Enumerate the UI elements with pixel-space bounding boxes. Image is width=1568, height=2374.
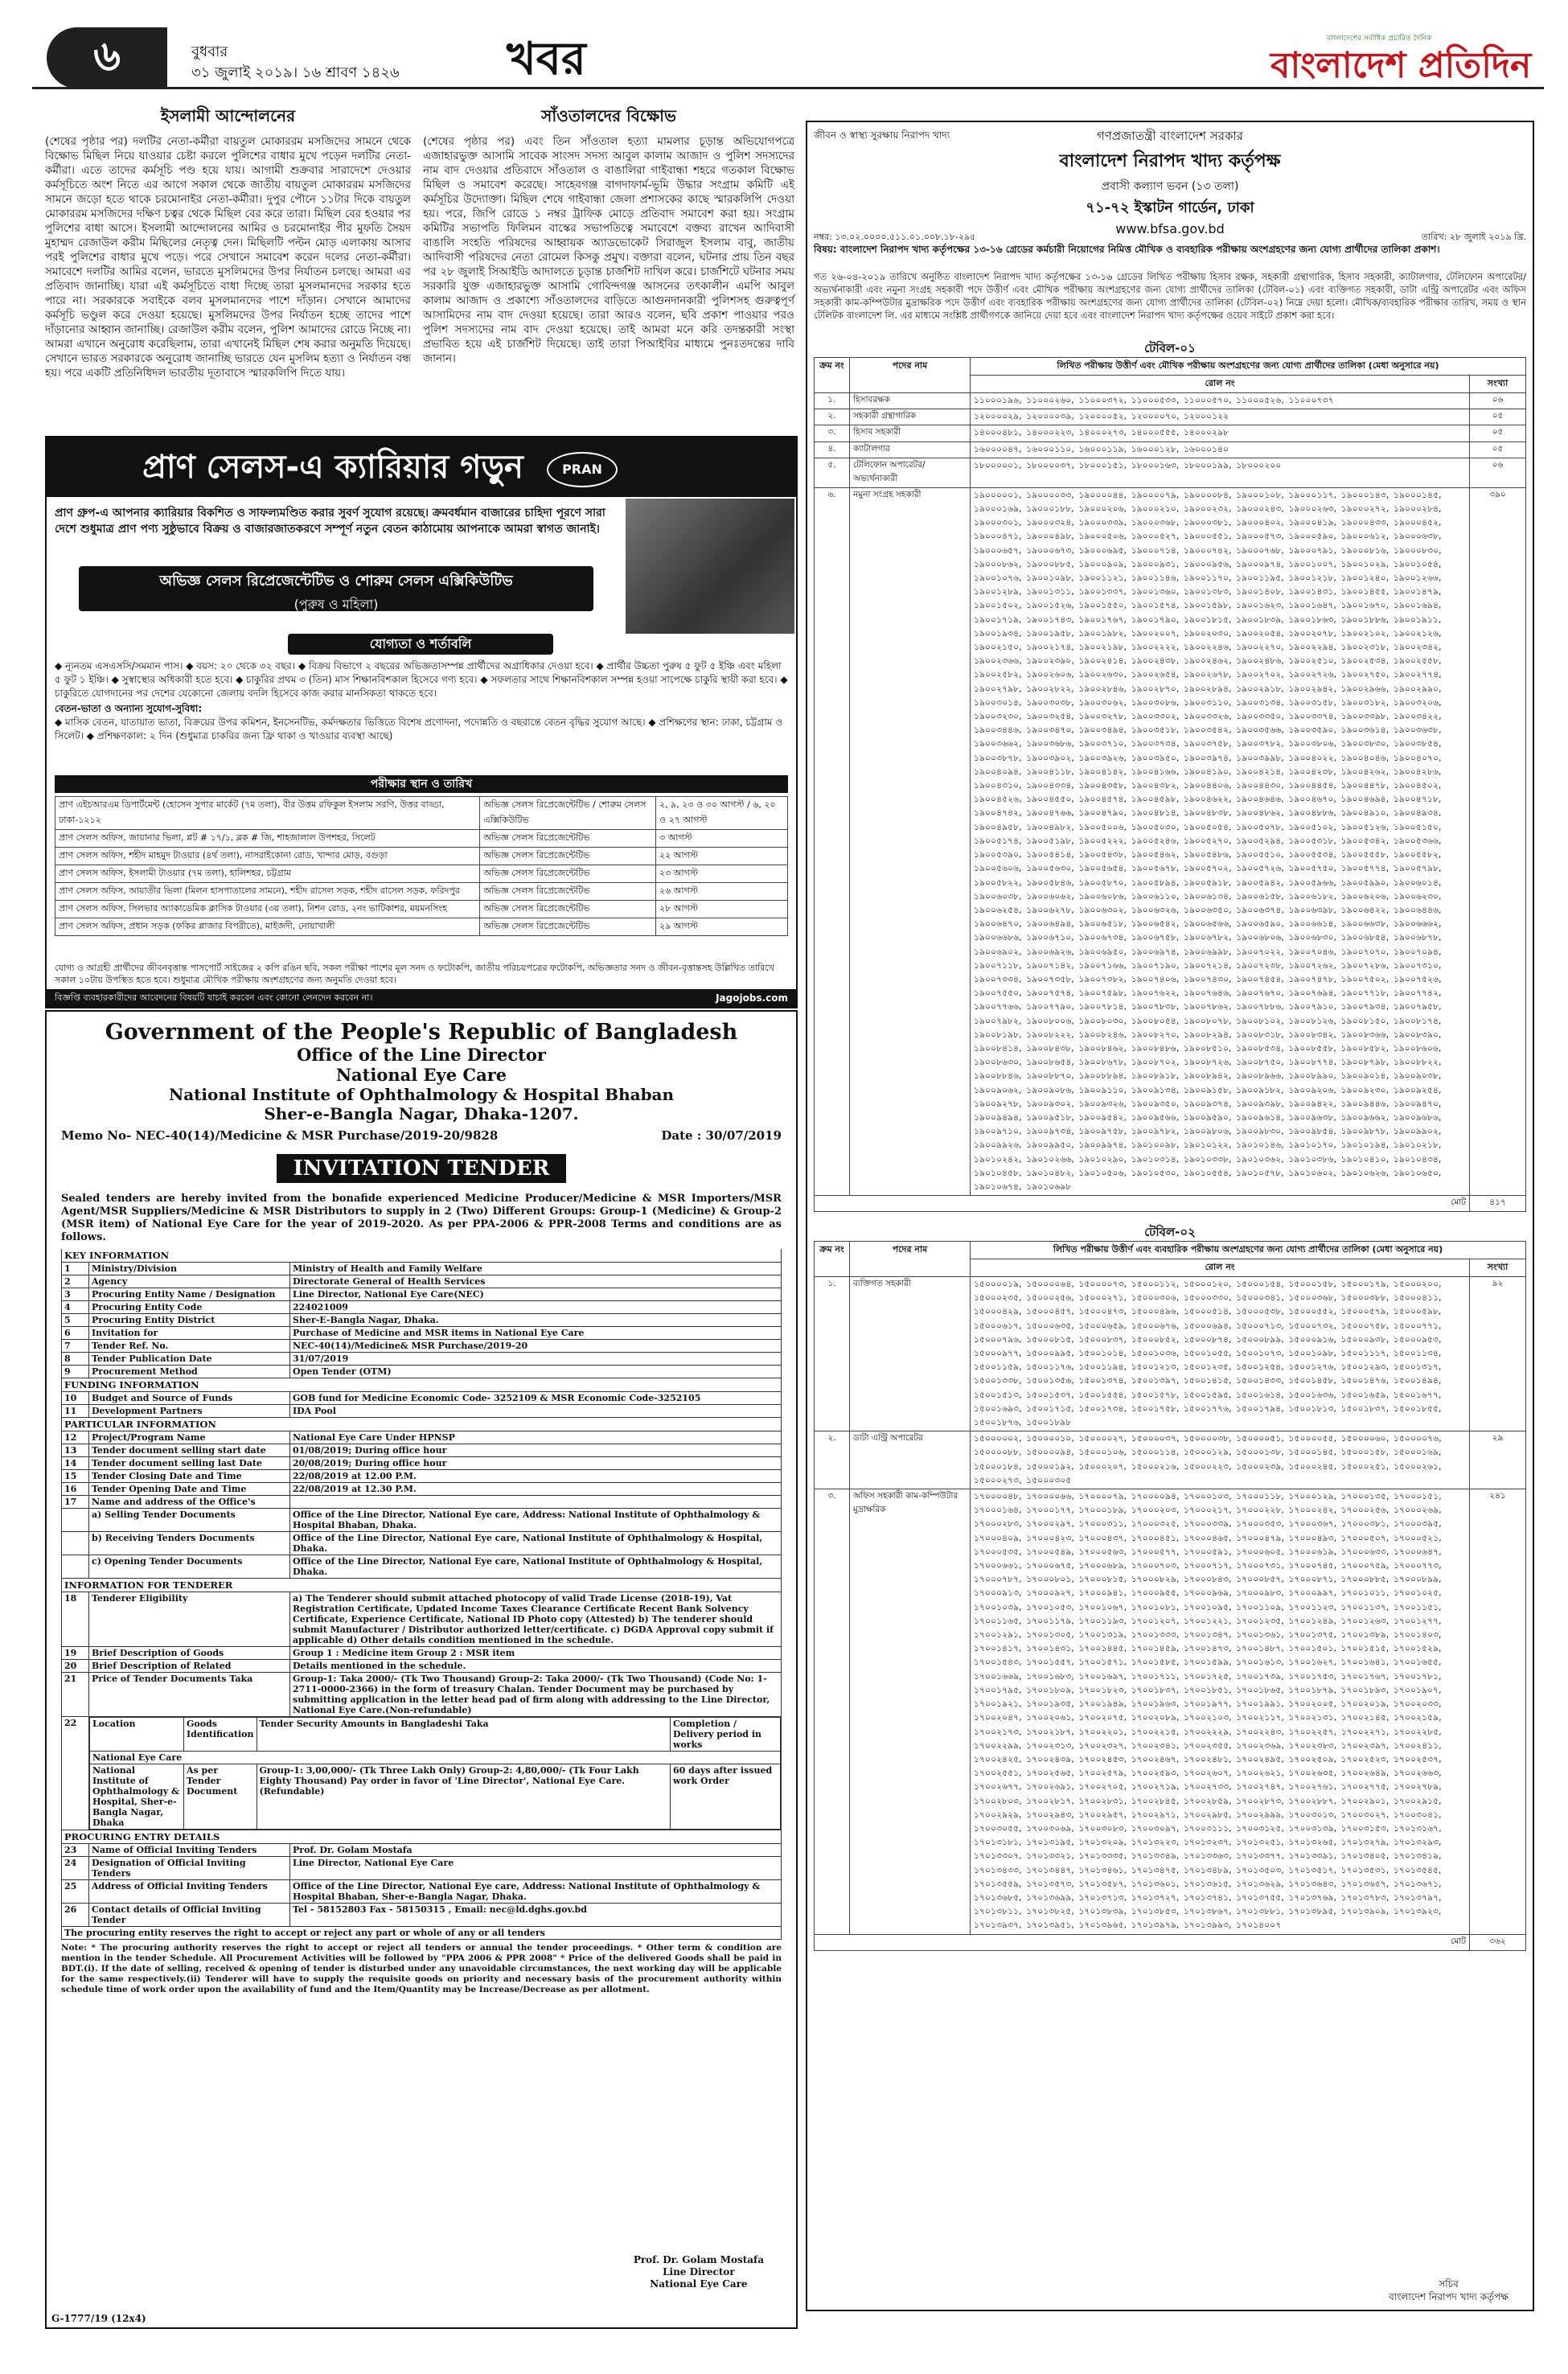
row-no: 4 [62, 1301, 89, 1314]
table2-label: টেবিল-০২ [1144, 1225, 1196, 1239]
row-label: Budget and Source of Funds [89, 1392, 290, 1405]
exam-post: অভিজ্ঞ সেলস রিপ্রেজেন্টেটিভ [480, 883, 656, 901]
notice-memo: নম্বর: ১৩.০২.০০০০.৫১১.০১.০০৮.১৮-২৯৫ [814, 232, 976, 242]
row-label: Tender Ref. No. [89, 1340, 290, 1353]
exam-date: ২৩ আগস্ট [656, 865, 788, 883]
row-no: 15 [62, 1470, 89, 1483]
roll-count: ০৫ [1470, 442, 1526, 458]
row-value [290, 1496, 782, 1509]
exam-post: অভিজ্ঞ সেলস রিপ্রেজেন্টেটিভ [480, 865, 656, 883]
tender-office: Office of the Line Director [297, 1045, 546, 1065]
row-label: Procuring Entity District [89, 1314, 290, 1327]
notice-authority: বাংলাদেশ নিরাপদ খাদ্য কর্তৃপক্ষ [1059, 151, 1281, 171]
roll-count: ২৯ [1469, 1431, 1525, 1489]
table1 [814, 357, 1526, 1212]
exam-table [55, 796, 788, 936]
tender-row [62, 1444, 782, 1457]
roll-count: ০৫ [1470, 425, 1526, 442]
exam-date: ৩ আগস্ট [656, 830, 788, 848]
row-no: 11 [62, 1405, 89, 1418]
exam-place: প্রাণ সেলস অফিস, আয়াতীর ভিলা (মিলন হাসপাতালের সামনে), শহীদ রাসেল সড়ক, শহীদ রাসেল সড়ক, ফরিদপুর [55, 883, 480, 901]
row-value: Line Director, National Eye Care [290, 1857, 782, 1880]
roll-sl: ২. [815, 409, 850, 425]
row-value: 20/08/2019; During office hour [290, 1457, 782, 1470]
tender-row [62, 1857, 782, 1880]
roll-count: ০৬ [1470, 393, 1526, 409]
exam-place: প্রাণ সেলস অফিস, ইসলামী টাওয়ার (৭ম তলা), হালিশহর, চট্টগ্রাম [55, 865, 480, 883]
table1-total: ৪১৭ [1470, 1196, 1526, 1212]
tender-row [62, 1353, 782, 1366]
tender-table [61, 1249, 782, 1940]
row-value: Purchase of Medicine and MSR items in National Eye Care [290, 1327, 782, 1340]
row-label: Tender Publication Date [89, 1353, 290, 1366]
roll-post: ডাটা এন্ট্রি অপারেটর [850, 1431, 971, 1489]
tender-gov: Government of the People's Republic of Bangladesh [105, 1020, 738, 1045]
tender-row [62, 1904, 782, 1927]
page-header [32, 0, 1544, 90]
exam-post: অভিজ্ঞ সেলস রিপ্রেজেন্টেটিভ [480, 901, 656, 918]
sign-org: বাংলাদেশ নিরাপদ খাদ্য কর্তৃপক্ষ [1389, 2291, 1508, 2302]
section-title: PROCURING ENTRY DETAILS [62, 1830, 782, 1844]
bfsa-notice [806, 121, 1534, 2311]
section-row [62, 1579, 782, 1592]
exam-post: অভিজ্ঞ সেলস রিপ্রেজেন্টেটিভ [480, 848, 656, 865]
row-no: 1 [62, 1263, 89, 1275]
roll-row [815, 1431, 1526, 1489]
row-label: Address of Official Inviting Tenders [89, 1880, 290, 1904]
col-count: সংখ্যা [1470, 376, 1526, 393]
exam-place: প্রাণ সেলস অফিস, প্রধান সড়ক (ফকির প্লাজার বিপরীতে), মাইজদী, নোয়াখালী [55, 918, 480, 936]
row-label: Name and address of the Office's [89, 1496, 290, 1509]
roll-post: ক্যাটালগার [850, 442, 971, 458]
exam-post: অভিজ্ঞ সেলস রিপ্রেজেন্টেটিভ [480, 830, 656, 848]
row-no: 5 [62, 1314, 89, 1327]
header-date: ৩১ জুলাই ২০১৯। ১৬ শ্রাবণ ১৪২৬ [191, 64, 400, 81]
row-no [62, 1509, 89, 1532]
roll-count: ০৬ [1470, 458, 1526, 487]
roll-row [815, 425, 1526, 442]
roll-post: সহকারী গ্রন্থাগারিক [850, 409, 971, 425]
row-label: Invitation for [89, 1327, 290, 1340]
tender-row [62, 1301, 782, 1314]
notice-slogan: জীবন ও স্বাস্থ্য সুরক্ষায় নিরাপদ খাদ্য [814, 129, 950, 141]
page-number: ৬ [47, 27, 167, 88]
roll-sl: ৫. [815, 458, 850, 487]
total-label: মোট [815, 1934, 1470, 1950]
row-value: IDA Pool [290, 1405, 782, 1418]
exam-date: ২৯ আগস্ট [656, 918, 788, 936]
benefits-text: ◆ মাসিক বেতন, যাতায়াত ভাতা, বিক্রয়ের উপর কমিশন, ইনসেনটিভ, কর্মদক্ষতার ভিত্তিতে বিশেষ প্রণোদনা, পদোন্নতি ও বছরান্তে বেতন বৃদ্ধির সুযোগ আছে। ◆ প্রশিক্ষণের স্থান: ঢাকা, চট্টগ্রাম ও সিলেট। ◆ প্রশিক্ষণকাল: ২ দিন (শুধুমাত্র চাকরির জন্য ফ্রি থাকা ও খাওয়ার ব্যবস্থা আছে) [55, 717, 783, 741]
exam-post: অভিজ্ঞ সেলস রিপ্রেজেন্টেটিভ / শোরুম সেলস এক্সিকিউটিভ [480, 797, 656, 830]
security-cell [89, 1717, 782, 1830]
tender-title: INVITATION TENDER [277, 1154, 566, 1183]
tender-row [62, 1275, 782, 1288]
ad-intro: প্রাণ গ্রুপ-এ আপনার ক্যারিয়ার বিকশিত ও সাফল্যমণ্ডিত করার সুবর্ণ সুযোগ রয়েছে। ক্রমবর্ধমান বাজারের চাহিদা পূরণে সারা দেশে শুধুমাত্র প্রাণ পণ্য সুষ্ঠুভাবে বিক্রয় ও বাজারজাতকরণে সম্পূর্ণ নতুন বেতন কাঠামোয় আপনাকে আমরা স্বাগত জানাই। [55, 507, 605, 536]
roll-list: ১৯০০০০০১, ১৯০০০০৩৩, ১৯০০০০৪৪, ১৯০০০০৭৯, ১৯০০০০৮৪, ১৯০০০১০৮, ১৯০০০১১৭, ১৯০০০১৪৩, ১৯০০০১৪৫, ১৯০০০১৬৯, ১৯০০০১৮৮, ১৯০০০২০৬, ১৯০০০২১০, ১৯০০০২৩২, ১৯০০০২৪৩, ১৯০০০২৬৩, ১৯০০০২৭২, ১৯০০০২৮৪, ১৯০০০৩০১, ১৯০০০৩২৪, ১৯০০০৩৩৯, ১৯০০০৩৬৮, ১৯০০০৩৮১, ১৯০০০৪০২, ১৯০০০৪১৯, ১৯০০০৪৩৩, ১৯০০০৪৫২, ১৯০০০৪৭১, ১৯০০০৪৯৮, ১৯০০০৫০৬, ১৯০০০৫২৭, ১৯০০০৫৫১, ১৯০০০৫৭৩, ১৯০০০৫৯০, ১৯০০০৬১২, ১৯০০০৬৩৮, ১৯০০০৬৫৭, ১৯০০০৬৭৩, ১৯০০০৬৯৫, ১৯০০০৭১৪, ১৯০০০৭৪২, ১৯০০০৭৬৮, ১৯০০০৭৯১, ১৯০০০৮১৬, ১৯০০০৮৩০, ১৯০০০৮৬২, ১৯০০০৮৮৫, ১৯০০০৯০৯, ১৯০০০৯৩১, ১৯০০০৯৫৬, ১৯০০০৯৭৪, ১৯০০১০০৭, ১৯০০১০২৯, ১৯০০১০৫৪, ১৯০০১০৭৬, ১৯০০১০৯৮, ১৯০০১১২১, ১৯০০১১৪৬, ১৯০০১১৭০, ১৯০০১১৯৫, ১৯০০১২১৮, ১৯০০১২৪০, ১৯০০১২৬৬, ১৯০০১২৮৯, ১৯০০১৩১১, ১৯০০১৩৩৭, ১৯০০১৩৬০, ১৯০০১৩৮৩, ১৯০০১৪০৮, ১৯০০১৪৩১, ১৯০০১৪৫৫, ১৯০০১৪৭৯, ১৯০০১৫০২, ১৯০০১৫২৬, ১৯০০১৫৫০, ১৯০০১৫৭৪, ১৯০০১৫৯৮, ১৯০০১৬২৩, ১৯০০১৬৪৭, ১৯০০১৬৭০, ১৯০০১৬৯৪, ১৯০০১৭১৯, ১৯০০১৭৪৩, ১৯০০১৭৬৭, ১৯০০১৭৯০, ১৯০০১৮১৫, ১৯০০১৮৩৯, ১৯০০১৮৬৩, ১৯০০১৮৮৬, ১৯০০১৯১১, ১৯০০১৯৩৪, ১৯০০১৯৫৮, ১৯০০১৯৮২, ১৯০০২০০৭, ১৯০০২০৩০, ১৯০০২০৫৪, ১৯০০২০৭৮, ১৯০০২১০২, ১৯০০২১২৬, ১৯০০২১৫০, ১৯০০২১৭৪, ১৯০০২১৯৮, ১৯০০২২২২, ১৯০০২২৪৬, ১৯০০২২৭০, ১৯০০২২৯৪, ১৯০০২৩১৮, ১৯০০২৩৪২, ১৯০০২৩৬৬, ১৯০০২৩৯০, ১৯০০২৪১৪, ১৯০০২৪৩৮, ১৯০০২৪৬২, ১৯০০২৪৮৬, ১৯০০২৫১০, ১৯০০২৫৩৪, ১৯০০২৫৫৮, ১৯০০২৫৮২, ১৯০০২৬০৬, ১৯০০২৬৩০, ১৯০০২৬৫৪, ১৯০০২৬৭৮, ১৯০০২৭০২, ১৯০০২৭২৬, ১৯০০২৭৫০, ১৯০০২৭৭৪, ১৯০০২৭৯৮, ১৯০০২৮২২, ১৯০০২৮৪৬, ১৯০০২৮৭০, ১৯০০২৮৯৪, ১৯০০২৯১৮, ১৯০০২৯৪২, ১৯০০২৯৬৬, ১৯০০২৯৯০, ১৯০০৩০১৪, ১৯০০৩০৩৮, ১৯০০৩০৬২, ১৯০০৩০৮৬, ১৯০০৩১১০, ১৯০০৩১৩৪, ১৯০০৩১৫৮, ১৯০০৩১৮২, ১৯০০৩২০৬, ১৯০০৩২৩০, ১৯০০৩২৫৪, ১৯০০৩২৭৮, ১৯০০৩৩০২, ১৯০০৩৩২৬, ১৯০০৩৩৫০, ১৯০০৩৩৭৪, ১৯০০৩৩৯৮, ১৯০০৩৪২২, ১৯০০৩৪৪৬, ১৯০০৩৪৭০, ১৯০০৩৪৯৪, ১৯০০৩৫১৮, ১৯০০৩৫৪২, ১৯০০৩৫৬৬, ১৯০০৩৫৯০, ১৯০০৩৬১৪, ১৯০০৩৬৩৮, ১৯০০৩৬৬২, ১৯০০৩৬৮৬, ১৯০০৩৭১০, ১৯০০৩৭৩৪, ১৯০০৩৭৫৮, ১৯০০৩৭৮২, ১৯০০৩৮০৬, ১৯০০৩৮৩০, ১৯০০৩৮৫৪, ১৯০০৩৮৭৮, ১৯০০৩৯০২, ১৯০০৩৯২৬, ১৯০০৩৯৫০, ১৯০০৩৯৭৪, ১৯০০৩৯৯৮, ১৯০০৪০২২, ১৯০০৪০৪৬, ১৯০০৪০৭০, ১৯০০৪০৯৪, ১৯০০৪১১৮, ১৯০০৪১৪২, ১৯০০৪১৬৬, ১৯০০৪১৯০, ১৯০০৪২১৪, ১৯০০৪২৩৮, ১৯০০৪২৬২, ১৯০০৪২৮৬, ১৯০০৪৩১০, ১৯০০৪৩৩৪, ১৯০০৪৩৫৮, ১৯০০৪৩৮২, ১৯০০৪৪০৬, ১৯০০৪৪৩০, ১৯০০৪৪৫৪, ১৯০০৪৪৭৮, ১৯০০৪৫০২, ১৯০০৪৫২৬, ১৯০০৪৫৫০, ১৯০০৪৫৭৪, ১৯০০৪৫৯৮, ১৯০০৪৬২২, ১৯০০৪৬৪৬, ১৯০০৪৬৭০, ১৯০০৪৬৯৪, ১৯০০৪৭১৮, ১৯০০৪৭৪২, ১৯০০৪৭৬৬, ১৯০০৪৭৯০, ১৯০০৪৮১৪, ১৯০০৪৮৩৮, ১৯০০৪৮৬২, ১৯০০৪৮৮৬, ১৯০০৪৯১০, ১৯০০৪৯৩৪, ১৯০০৪৯৫৮, ১৯০০৪৯৮২, ১৯০০৫০০৬, ১৯০০৫০৩০, ১৯০০৫০৫৪, ১৯০০৫০৭৮, ১৯০০৫১০২, ১৯০০৫১২৬, ১৯০০৫১৫০, ১৯০০৫১৭৪, ১৯০০৫১৯৮, ১৯০০৫২২২, ১৯০০৫২৪৬, ১৯০০৫২৭০, ১৯০০৫২৯৪, ১৯০০৫৩১৮, ১৯০০৫৩৪২, ১৯০০৫৩৬৬, ১৯০০৫৩৯০, ১৯০০৫৪১৪, ১৯০০৫৪৩৮, ১৯০০৫৪৬২, ১৯০০৫৪৮৬, ১৯০০৫৫১০, ১৯০০৫৫৩৪, ১৯০০৫৫৫৮, ১৯০০৫৫৮২, ১৯০০৫৬০৬, ১৯০০৫৬৩০, ১৯০০৫৬৫৪, ১৯০০৫৬৭৮, ১৯০০৫৭০২, ১৯০০৫৭২৬, ১৯০০৫৭৫০, ১৯০০৫৭৭৪, ১৯০০৫৭৯৮, ১৯০০৫৮২২, ১৯০০৫৮৪৬, ১৯০০৫৮৭০, ১৯০০৫৮৯৪, ১৯০০৫৯১৮, ১৯০০৫৯৪২, ১৯০০৫৯৬৬, ১৯০০৫৯৯০, ১৯০০৬০১৪, ১৯০০৬০৩৮, ১৯০০৬০৬২, ১৯০০৬০৮৬, ১৯০০৬১১০, ১৯০০৬১৩৪, ১৯০০৬১৫৮, ১৯০০৬১৮২, ১৯০০৬২০৬, ১৯০০৬২৩০, ১৯০০৬২৫৪, ১৯০০৬২৭৮, ১৯০০৬৩০২, ১৯০০৬৩২৬, ১৯০০৬৩৫০, ১৯০০৬৩৭৪, ১৯০০৬৩৯৮, ১৯০০৬৪২২, ১৯০০৬৪৪৬, ১৯০০৬৪৭০, ১৯০০৬৪৯৪, ১৯০০৬৫১৮, ১৯০০৬৫৪২, ১৯০০৬৫৬৬, ১৯০০৬৫৯০, ১৯০০৬৬১৪, ১৯০০৬৬৩৮, ১৯০০৬৬৬২, ১৯০০৬৬৮৬, ১৯০০৬৭১০, ১৯০০৬৭৩৪, ১৯০০৬৭৫৮, ১৯০০৬৭৮২, ১৯০০৬৮০৬, ১৯০০৬৮৩০, ১৯০০৬৮৫৪, ১৯০০৬৮৭৮, ১৯০০৬৯০২, ১৯০০৬৯২৬, ১৯০০৬৯৫০, ১৯০০৬৯৭৪, ১৯০০৬৯৯৮, ১৯০০৭০২২, ১৯০০৭০৪৬, ১৯০০৭০৭০, ১৯০০৭০৯৪, ১৯০০৭১১৮, ১৯০০৭১৪২, ১৯০০৭১৬৬, ১৯০০৭১৯০, ১৯০০৭২১৪, ১৯০০৭২৩৮, ১৯০০৭২৬২, ১৯০০৭২৮৬, ১৯০০৭৩১০, ১৯০০৭৩৩৪, ১৯০০৭৩৫৮, ১৯০০৭৩৮২, ১৯০০৭৪০৬, ১৯০০৭৪৩০, ১৯০০৭৪৫৪, ১৯০০৭৪৭৮, ১৯০০৭৫০২, ১৯০০৭৫২৬, ১৯০০৭৫৫০, ১৯০০৭৫৭৪, ১৯০০৭৫৯৮, ১৯০০৭৬২২, ১৯০০৭৬৪৬, ১৯০০৭৬৭০, ১৯০০৭৬৯৪, ১৯০০৭৭১৮, ১৯০০৭৭৪২, ১৯০০৭৭৬৬, ১৯০০৭৭৯০, ১৯০০৭৮১৪, ১৯০০৭৮৩৮, ১৯০০৭৮৬২, ১৯০০৭৮৮৬, ১৯০০৭৯১০, ১৯০০৭৯৩৪, ১৯০০৭৯৫৮, ১৯০০৭৯৮২, ১৯০০৮০০৬, ১৯০০৮০৩০, ১৯০০৮০৫৪, ১৯০০৮০৭৮, ১৯০০৮১০২, ১৯০০৮১২৬, ১৯০০৮১৫০, ১৯০০৮১৭৪, ১৯০০৮১৯৮, ১৯০০৮২২২, ১৯০০৮২৪৬, ১৯০০৮২৭০, ১৯০০৮২৯৪, ১৯০০৮৩১৮, ১৯০০৮৩৪২, ১৯০০৮৩৬৬, ১৯০০৮৩৯০, ১৯০০৮৪১৪, ১৯০০৮৪৩৮, ১৯০০৮৪৬২, ১৯০০৮৪৮৬, ১৯০০৮৫১০, ১৯০০৮৫৩৪, ১৯০০৮৫৫৮, ১৯০০৮৫৮২, ১৯০০৮৬০৬, ১৯০০৮৬৩০, ১৯০০৮৬৫৪, ১৯০০৮৬৭৮, ১৯০০৮৭০২, ১৯০০৮৭২৬, ১৯০০৮৭৫০, ১৯০০৮৭৭৪, ১৯০০৮৭৯৮, ১৯০০৮৮২২, ১৯০০৮৮৪৬, ১৯০০৮৮৭০, ১৯০০৮৮৯৪, ১৯০০৮৯১৮, ১৯০০৮৯৪২, ১৯০০৮৯৬৬, ১৯০০৮৯৯০, ১৯০০৯০১৪, ১৯০০৯০৩৮, ১৯০০৯০৬২, ১৯০০৯০৮৬, ১৯০০৯১১০, ১৯০০৯১৩৪, ১৯০০৯১৫৮, ১৯০০৯১৮২, ১৯০০৯২০৬, ১৯০০৯২৩০, ১৯০০৯২৫৪, ১৯০০৯২৭৮, ১৯০০৯৩০২, ১৯০০৯৩২৬, ১৯০০৯৩৫০, ১৯০০৯৩৭৪, ১৯০০৯৩৯৮, ১৯০০৯৪২২, ১৯০০৯৪৪৬, ১৯০০৯৪৭০, ১৯০০৯৪৯৪, ১৯০০৯৫১৮, ১৯০০৯৫৪২, ১৯০০৯৫৬৬, ১৯০০৯৫৯০, ১৯০০৯৬১৪, ১৯০০৯৬৩৮, ১৯০০৯৬৬২, ১৯০০৯৬৮৬, ১৯০০৯৭১০, ১৯০০৯৭৩৪, ১৯০০৯৭৫৮, ১৯০০৯৭৮২, ১৯০০৯৮০৬, ১৯০০৯৮৩০, ১৯০০৯৮৫৪, ১৯০০৯৮৭৮, ১৯০০৯৯০২, ১৯০০৯৯২৬, ১৯০০৯৯৫০, ১৯০০৯৯৭৪, ১৯০১০০৯৮, ১৯০১০১২২, ১৯০১০১৪৬, ১৯০১০১৭০, ১৯০১০১৯৪, ১৯০১০২১৮, ১৯০১০২৪২, ১৯০১০২৬৬, ১৯০১০২৯০, ১৯০১০৩১৪, ১৯০১০৩৩৮, ১৯০১০৩৬২, ১৯০১০৩৮৬, ১৯০১০৪১০, ১৯০১০৪৩৪, ১৯০১০৪৫৮, ১৯০১০৪৮২, ১৯০১০৫০৬, ১৯০১০৫৩০, ১৯০১০৫৫৪, ১৯০১০৫৭৮, ১৯০১০৬০২, ১৯০১০৬২৬, ১৯০১০৬৫০, ১৯০১০৬৭৪, ১৯০১০৬৯৮ [971, 487, 1470, 1195]
tender-row [62, 1314, 782, 1327]
sign-name: Prof. Dr. Golam Mostafa [633, 2254, 764, 2265]
story-title[interactable]: সাঁওতালদের বিক্ষোভ [541, 106, 676, 125]
col-roll: রোল নং [971, 376, 1470, 393]
security-table [89, 1717, 781, 1830]
tender-signature [634, 2254, 764, 2290]
row-value: Tel - 58152803 Fax - 58150315 , Email: nec@ld.dghs.gov.bd [290, 1904, 782, 1927]
exam-row [55, 797, 788, 830]
ad-gender: (পুরুষ ও মহিলা) [293, 597, 379, 612]
exam-date: ২, ৯, ২৩ ও ৩০ আগস্ট / ৬, ২০ ও ২৭ আগস্ট [656, 797, 788, 830]
row-label: Name of Official Inviting Tenders [89, 1844, 290, 1857]
security-head [90, 1718, 781, 1752]
exam-place: প্রাণ এইচআরএম ডিপার্টমেন্ট (হোসেন সুপার মার্কেট (৭ম তলা), বীর উত্তম রফিকুল ইসলাম সরণি, উত্তর বাড্ডা, ঢাকা-১২১২ [55, 797, 480, 830]
tender-nec: National Eye Care [335, 1065, 507, 1085]
ad-code: G-1777/19 (12x4) [51, 2313, 146, 2324]
row-no: 12 [62, 1431, 89, 1444]
row-value: Details mentioned in the schedule. [290, 1660, 782, 1673]
exam-title: পরীক্ষার স্থান ও তারিখ [55, 775, 788, 793]
story-title[interactable]: ইসলামী আন্দোলনের [160, 106, 296, 125]
roll-post: টেলিফোন অপারেটর/অভ্যর্থনাকারী [850, 458, 971, 487]
roll-sl: ১. [815, 1277, 850, 1431]
roll-post: হিসাবরক্ষক [850, 393, 971, 409]
row-no: 16 [62, 1483, 89, 1496]
row-label: Procuring Entity Name / Designation [89, 1288, 290, 1301]
roll-list: ১১০০০১৯৬, ১১০০০২৬০, ১১০০০৩৭২, ১১০০০৫৩৩, ১১০০০৫৭০, ১১০০০৫২৬, ১১০০০৭৩৭ [971, 393, 1470, 409]
sec-amount-h: Tender Security Amounts in Bangladeshi Taka [257, 1718, 671, 1752]
notice-date: তারিখ: ২৮ জুলাই ২০১৯ খ্রি. [1421, 232, 1526, 242]
tender-address: Sher-e-Bangla Nagar, Dhaka-1207. [264, 1104, 579, 1123]
row-no: 9 [62, 1366, 89, 1378]
brand-tagline: বাংলাদেশের সর্বাধিক প্রচারিত দৈনিক [1327, 35, 1432, 43]
exam-row [55, 918, 788, 936]
tender-note: Note: * The procuring authority reserves the right to accept or reject all tenders or annual the tender proceedings. * Other term & condition are mention in the tender Schedule. All Procurement Activities will be followed by "PPA 2006 & PPR 2008" * Price of the delivered Goods shall be paid in BDT.(i). If the date of selling, received & opening of tender is disturbed under any unavoidable circumstances, the next working day will be applicable for the same respectively.(ii) Tenderer will have to supply the requisite goods on priority and necessary basis of the procurement authority within schedule time of work order upon the availability of fund and the Item/Quantity may be Increase/Decrease as per allotment. [61, 1943, 782, 1994]
row-no: 6 [62, 1327, 89, 1340]
tender-row [62, 1844, 782, 1857]
section-row [62, 1830, 782, 1844]
reserve-row [62, 1927, 782, 1940]
row-value: Office of the Line Director, National Eye care, Address: National Institute of Ophthalmology & Hospital Bhaban, Sher-e-Bangla Nagar, Dhaka. [290, 1880, 782, 1904]
ad-position-box [79, 566, 593, 611]
qualification-title: যোগ্যতা ও শর্তাবলি [288, 634, 553, 655]
roll-post: অফিস সহকারী কাম-কম্পিউটার মুদ্রাক্ষরিক [850, 1489, 971, 1935]
ad-disclaimer: বিজ্ঞপ্তি ব্যবহারকারীদের আবেদনের বিষয়টি যাচাই করবেন এবং কোনো লেনদেন করবেন না। [47, 989, 796, 1007]
roll-list: ১৬০০০০৪৭, ১৬০০০১১০, ১৬০০০১১৯, ১৬০০০১২৮, ১৬০০০১৪০ [971, 442, 1470, 458]
row-label: Agency [89, 1275, 290, 1288]
ad-requirements [55, 659, 788, 743]
exam-place: প্রাণ সেলস অফিস, শহীদ মাহমুদ টাওয়ার (৪র্থ তলা), নাসরাইকোনা রোড, খান্দার মোড়, বগুড়া [55, 848, 480, 865]
sec-location: National Institute of Ophthalmology & Hospital, Sher-e-Bangla Nagar, Dhaka [90, 1764, 184, 1830]
row-no: 8 [62, 1353, 89, 1366]
tender-row [62, 1509, 782, 1532]
table1-label: টেবিল-০১ [1144, 341, 1196, 355]
ad-position: অভিজ্ঞ সেলস রিপ্রেজেন্টেটিভ ও শোরুম সেলস এক্সিকিউটিভ [159, 573, 513, 589]
roll-sl: ২. [815, 1431, 850, 1489]
col-roll: রোল নং [971, 1259, 1470, 1277]
row-label: b) Receiving Tenders Documents [89, 1532, 290, 1555]
notice-subject: বিষয়: বাংলাদেশ নিরাপদ খাদ্য কর্তৃপক্ষের ১৩-১৬ গ্রেডের কর্মচারী নিয়োগের নিমিত্ত মৌখিক ও ব্যবহারিক পরীক্ষায় অংশগ্রহণের জন্য যোগ্য প্রার্থীদের তালিকা প্রকাশ। [814, 244, 1440, 255]
exam-post: অভিজ্ঞ সেলস রিপ্রেজেন্টেটিভ [480, 918, 656, 936]
tender-row [62, 1592, 782, 1647]
tender-row [62, 1647, 782, 1660]
sign-title: Line Director [663, 2266, 735, 2277]
row-value: Line Director, National Eye Care(NEC) [290, 1288, 782, 1301]
sec-location-h: Location [90, 1718, 184, 1752]
row-no: 26 [62, 1904, 89, 1927]
row-label: Designation of Official Inviting Tenders [89, 1857, 290, 1880]
roll-count: ২৪১ [1469, 1489, 1525, 1935]
exam-row [55, 830, 788, 848]
roll-sl: ৪. [815, 442, 850, 458]
row-value: Directorate General of Health Services [290, 1275, 782, 1288]
tender-row [62, 1457, 782, 1470]
row-value: 22/08/2019 at 12.00 P.M. [290, 1470, 782, 1483]
roll-count: ৩৯০ [1470, 487, 1526, 1195]
col-count: সংখ্যা [1469, 1259, 1525, 1277]
roll-list: ১৮০০০০০১, ১৮০০০০৩৭, ১৮০০০১৫১, ১৮০০০১৬৩, ১৮০০০১৯৯, ১৮০০০২০০ [971, 458, 1470, 487]
tender-notice [45, 1010, 798, 2329]
tender-memo-line [61, 1128, 782, 1146]
exam-place: প্রাণ সেলস অফিস, জায়ানার ভিলা, প্লট # ১৭/১, ব্লক # জি, শাহজালাল উপশহর, সিলেট [55, 830, 480, 848]
row-value: 31/07/2019 [290, 1353, 782, 1366]
row-value: National Eye Care Under HPNSP [290, 1431, 782, 1444]
row-no: 25 [62, 1880, 89, 1904]
tender-row [62, 1366, 782, 1378]
tender-row [62, 1660, 782, 1673]
roll-list: ১২০০০০২৯, ১২০০০০৩৯, ১২০০০০৫২, ১২০০০০৭০, ১২০০০১২২ [971, 409, 1470, 425]
row-label: Brief Description of Goods [89, 1647, 290, 1660]
tender-intro: Sealed tenders are hereby invited from the bonafide experienced Medicine Producer/Medicine & MSR Importers/MSR Agent/MSR Suppliers/Medicine & MSR Distributors to supply in 2 (Two) Different Groups: Group-1 (Medicine) & Group-2 (MSR item) of National Eye Care for the year of 2019-2020. As per PPA-2006 & PPR-2008 Terms and conditions are as follows. [61, 1193, 782, 1243]
row-value: Group 1 : Medicine item Group 2 : MSR item [290, 1647, 782, 1660]
section-title: PARTICULAR INFORMATION [62, 1418, 782, 1431]
row-label: a) Selling Tender Documents [89, 1509, 290, 1532]
section-row [62, 1418, 782, 1431]
exam-place: প্রাণ সেলস অফিস, সিলভার অ্যাকাডেমিক ক্লাসিক টাওয়ার (৩য় তলা), নিশন রোড, ২নং ভাটিকাশর, ময়মনসিংহ [55, 901, 480, 918]
story-islami-andolon [45, 103, 411, 380]
row-no: 18 [62, 1592, 89, 1647]
col-post: পদের নাম [850, 358, 971, 393]
row-value: 224021009 [290, 1301, 782, 1314]
row-label: Tenderer Eligibility [89, 1592, 290, 1647]
roll-sl: ১. [815, 393, 850, 409]
tender-row [62, 1392, 782, 1405]
reserve-text: The procuring entity reserves the right to accept or reject any part or whole of any or all tenders [62, 1927, 782, 1940]
row-value: 01/08/2019; During office hour [290, 1444, 782, 1457]
row-no: 21 [62, 1673, 89, 1717]
row-value: Open Tender (OTM) [290, 1366, 782, 1378]
row-label: Procurement Method [89, 1366, 290, 1378]
header-rule [32, 87, 1544, 89]
row-label: Procuring Entity Code [89, 1301, 290, 1314]
notice-gov: গণপ্রজাতন্ত্রী বাংলাদেশ সরকার [1096, 129, 1244, 143]
row-label: Contact details of Official Inviting Tender [89, 1904, 290, 1927]
roll-post: নমুনা সংগ্রহ সহকারী [850, 487, 971, 1195]
story-santal-protest [423, 103, 794, 366]
roll-row [815, 409, 1526, 425]
row-no: 14 [62, 1457, 89, 1470]
notice-website[interactable]: www.bfsa.gov.bd [1115, 221, 1225, 236]
tender-institute: National Institute of Ophthalmology & Hospital Bhaban [168, 1085, 675, 1104]
row-value: 22/08/2019 at 12.30 P.M. [290, 1483, 782, 1496]
total-label: মোট [815, 1196, 1470, 1212]
roll-count: ০৫ [1470, 409, 1526, 425]
row-value: Sher-E-Bangla Nagar, Dhaka. [290, 1314, 782, 1327]
roll-sl: ৩. [815, 425, 850, 442]
roll-row [815, 1489, 1526, 1935]
tender-row [62, 1717, 782, 1830]
tender-row [62, 1405, 782, 1418]
row-no: 23 [62, 1844, 89, 1857]
roll-row [815, 442, 1526, 458]
tender-row [62, 1532, 782, 1555]
jagojobs-link[interactable]: Jagojobs.com [716, 992, 788, 1004]
roll-post: ব্যক্তিগত সহকারী [850, 1277, 971, 1431]
requirements-text: ◆ ন্যূনতম এসএসসি/সমমান পাস। ◆ বয়স: ২০ থেকে ৩২ বছর। ◆ বিক্রয় বিভাগে ২ বছরের অভিজ্ঞতাসম্পন্ন প্রার্থীদের অগ্রাধিকার দেওয়া হবে। ◆ প্রার্থীর উচ্চতা পুরুষ ৫ ফুট ৫ ইঞ্চি এবং মহিলা ৫ ফুট ১ ইঞ্চি। ◆ সুস্বাস্থ্যের অধিকারী হতে হবে। ◆ চাকুরির প্রথম ৩ (তিন) মাস শিক্ষানবিশকাল হিসেবে গণ্য হবে। ◆ সফলতার সাথে শিক্ষানবিশকাল সম্পন্ন হওয়া সাপেক্ষে চাকুরি স্থায়ী করা হবে। ◆ চাকুরিতে যোগদানের পর দেশের যেকোনো জেলায় বদলি হিসেবে কাজ করার মানসিকতা থাকতে হবে। [55, 660, 788, 699]
row-no: 22 [62, 1717, 89, 1830]
sec-delivery: 60 days after issued work Order [671, 1764, 781, 1830]
section-row [62, 1378, 782, 1392]
tender-row [62, 1288, 782, 1301]
sign-title: সচিব [1439, 2278, 1459, 2290]
tender-row [62, 1470, 782, 1483]
row-no [62, 1555, 89, 1579]
row-label: Tender Opening Date and Time [89, 1483, 290, 1496]
sec-delivery-h: Completion / Delivery period in works [671, 1718, 781, 1752]
sec-goods-h: Goods Identification [184, 1718, 257, 1752]
benefits-title: বেতন-ভাতা ও অন্যান্য সুযোগ-সুবিধা: [55, 703, 203, 714]
row-no: 17 [62, 1496, 89, 1509]
exam-row [55, 865, 788, 883]
security-row [90, 1764, 781, 1830]
roll-list: ১৫০০০০০২, ১৫০০০০১০, ১৫০০০০২৭, ১৫০০০০৩৭, ১৫০০০০৩৮, ১৫০০০০৫১, ১৫০০০০৫৫, ১৫০০০০৬০, ১৫০০০০৭৬, ১৫০০০০৮৮, ১৫০০০০৯৪, ১৫০০০১০৬, ১৫০০০১১৪, ১৫০০০১২৯, ১৫০০০১৩৮, ১৫০০০১৪৫, ১৫০০০১৫৮, ১৫০০০১৬৯, ১৫০০০১৮৪, ১৫০০০১৯২, ১৫০০০২০৭, ১৫০০০২১৬, ১৫০০০২২৩, ১৫০০০২৩৯, ১৫০০০২৪৫, ১৫০০০২৫১, ১৫০০০২৬১, ১৫০০০২৭৩, ১৫০০০৩০৫ [971, 1431, 1470, 1489]
ad-banner: প্রাণ সেলস-এ ক্যারিয়ার গড়ুন [47, 437, 796, 497]
roll-post: হিসাব সহকারী [850, 425, 971, 442]
roll-sl: ৩. [815, 1489, 850, 1935]
row-value: Group-1: Taka 2000/- (Tk Two Thousand) Group-2: Taka 2000/- (Tk Two Thousand) (Code No: 1-2711-0000-2366) in the form of treasury Chalan. Tender Document may be purchased by submitting application in the letter head pad of firm along with addressing to the Line Director, National Eye Care.(Non-refundable) [290, 1673, 782, 1717]
section-title: খবর [507, 33, 586, 85]
tender-row [62, 1880, 782, 1904]
pran-logo: PRAN [547, 452, 618, 487]
section-title: KEY INFORMATION [62, 1249, 782, 1263]
tender-row [62, 1340, 782, 1353]
col-sl: ক্রম নং [815, 358, 850, 393]
roll-row [815, 487, 1526, 1195]
story-body: (শেষের পৃষ্ঠার পর) এবং তিন সাঁওতাল হত্যা মামলার চূড়ান্ত অভিযোগপত্রে এজাহারভুক্ত আসামি সাবেক সাংসদ সদস্য আবুল কালাম আজাদ ও পুলিশ সদস্যদের নাম বাদ দেওয়ার প্রতিবাদে সাঁওতাল ও বাঙালিরা গাইবান্ধা শহরে গতকাল বিক্ষোভ মিছিল ও সমাবেশ করেছে। সাহেবগঞ্জ বাগদাফার্ম-ভূমি উদ্ধার সংগ্রাম কমিটি এই কর্মসূচির উদ্যোক্তা। মিছিল শেষে গাইবান্ধা জেলা প্রশাসকের কাছে স্মারকলিপি দেওয়া হয়। পরে, জিপি রোডে ১ নম্বর ট্রাফিক মোড়ে প্রতিবাদ সমাবেশ করা হয়। সংগ্রাম কমিটির সভাপতি ফিলিমন বাস্কের সভাপতিত্বে সমাবেশে বক্তব্য রাখেন আদিবাসী বাঙালি সংহতি পরিষদের আহ্বায়ক অ্যাডভোকেট সিরাজুল ইসলাম বাবু, জাতীয় আদিবাসী পরিষদের নেতা রোমেল কিসকু প্রমুখ। বক্তারা বলেন, ঘটনার প্রায় তিন বছর পর ২৮ জুলাই সিআইডি আদালতে চূড়ান্ত চার্জশিট দাখিল করে। চার্জশিটে ঘটনার সময় সরকারি যুক্ত এজাহারভুক্ত আসামি গোবিন্দগঞ্জ আসনের তৎকালীন এমপি আবুল কালাম আজাদ ও প্রকাশ্যে সাঁওতালদের বাড়িতে আগুনদানকারী পুলিশসহ গুরুত্বপূর্ণ আসামিদের নাম বাদ দেওয়া হয়েছে। তারা আরও বলেন, ছবি প্রকাশ পাওয়ার পরও পুলিশ সদস্যদের নাম বাদ দেওয়া হয়েছে। তাই আমরা মনে করি তদন্তকারী সংস্থা প্রভাবিত হয়ে এই চার্জশিট দিয়েছে। তাই তারা পিআইবির মাধ্যমে পুনঃতদন্তের দাবি জানান। [423, 135, 794, 365]
row-label: Price of Tender Documents Taka [89, 1673, 290, 1717]
ad-footer: যোগ্য ও আগ্রহী প্রার্থীদের জীবনবৃত্তান্ত পাসপোর্ট সাইজের ২ কপি রঙিন ছবি, সকল পরীক্ষা পাশের মূল সনদ ও ফটোকপি, জাতীয় পরিচয়পত্রের ফটোকপি, অভিজ্ঞতার সনদ ও জীবন-বৃত্তান্তসহ উল্লিখিত তারিখে সকাল ১০টায় উপস্থিত হতে হবে। শুধুমাত্র মৌখিক পরীক্ষায় অংশগ্রহণের জন্য অনুমতি দেওয়া হবে। [55, 963, 774, 985]
tender-row [62, 1483, 782, 1496]
exam-row [55, 901, 788, 918]
row-label: Ministry/Division [89, 1263, 290, 1275]
row-no: 2 [62, 1275, 89, 1288]
roll-list: ১৫০০০০১৯, ১৫০০০০৬৪, ১৫০০০০৭৩, ১৫০০০১১২, ১৫০০০১২০, ১৫০০০১৫৪, ১৫০০০১৫৮, ১৫০০০১৭৯, ১৫০০০২০০, ১৫০০০২৩৫, ১৫০০০২৫৬, ১৫০০০২৭১, ১৫০০০৩০৬, ১৫০০০৩৩০, ১৫০০০৩৪১, ১৫০০০৩৬৮, ১৫০০০৩৮৮, ১৫০০০৪১১, ১৫০০০৪২৯, ১৫০০০৪৫৭, ১৫০০০৪৭৩, ১৫০০০৪৯৬, ১৫০০০৫১৪, ১৫০০০৫৩৮, ১৫০০০৫৫২, ১৫০০০৫৭৯, ১৫০০০৫৯৮, ১৫০০০৬১৭, ১৫০০০৬৩৫, ১৫০০০৬৫৯, ১৫০০০৬৭৬, ১৫০০০৬৯৪, ১৫০০০৭১৩, ১৫০০০৭৩২, ১৫০০০৭৫৮, ১৫০০০৭৭১, ১৫০০০৭৯৬, ১৫০০০৮১৫, ১৫০০০৮৩৭, ১৫০০০৮৫২, ১৫০০০৮৭৪, ১৫০০০৮৯৯, ১৫০০০৯১৬, ১৫০০০৯৩৮, ১৫০০০৯৫৩, ১৫০০০৯৭৭, ১৫০০০৯৯৫, ১৫০০১০১৪, ১৫০০১০৩৬, ১৫০০১০৫৫, ১৫০০১০৭৩, ১৫০০১০৯৮, ১৫০০১১১৭, ১৫০০১১৩৪, ১৫০০১১৫৯, ১৫০০১১৭৬, ১৫০০১১৯৪, ১৫০০১২১৩, ১৫০০১২৩৫, ১৫০০১২৫৪, ১৫০০১২৭৬, ১৫০০১২৯৩, ১৫০০১৩১৭, ১৫০০১৩৩৮, ১৫০০১৩৫৬, ১৫০০১৩৭৪, ১৫০০১৩৯৭, ১৫০০১৪১৫, ১৫০০১৪৩৩, ১৫০০১৪৫৮, ১৫০০১৪৭৬, ১৫০০১৪৯৪, ১৫০০১৫১৩, ১৫০০১৫৩৭, ১৫০০১৫৫৪, ১৫০০১৫৭৮, ১৫০০১৫৯৫, ১৫০০১৬১৪, ১৫০০১৬৩৬, ১৫০০১৬৫৯, ১৫০০১৬৭৭, ১৫০০১৬৯৩, ১৫০০১৭১৫, ১৫০০১৭৩৪, ১৫০০১৭৫৮, ১৫০০১৭৭৬, ১৫০০১৭৯৪, ১৫০০১৮১৩, ১৫০০১৮৩৭, ১৫০০১৮৫৫, ১৫০০১৮৭৬, ১৫০০১৮৯৮ [971, 1277, 1470, 1431]
notice-address: ৭১-৭২ ইস্কাটন গার্ডেন, ঢাকা [1086, 199, 1254, 216]
row-value: NEC-40(14)/Medicine& MSR Purchase/2019-20 [290, 1340, 782, 1353]
tender-row [62, 1431, 782, 1444]
col-sl: ক্রম নং [815, 1242, 850, 1277]
row-no: 20 [62, 1660, 89, 1673]
sec-location-a: National Eye Care [90, 1752, 781, 1764]
row-no: 13 [62, 1444, 89, 1457]
exam-row [55, 883, 788, 901]
row-no: 10 [62, 1392, 89, 1405]
section-title: INFORMATION FOR TENDERER [62, 1579, 782, 1592]
row-label: Development Partners [89, 1405, 290, 1418]
col-list: লিখিত পরীক্ষায় উত্তীর্ণ এবং মৌখিক পরীক্ষায় অংশগ্রহণের জন্য যোগ্য প্রার্থীদের তালিকা (মেধা অনুসারে নয়) [971, 358, 1526, 376]
row-label: Brief Description of Related [89, 1660, 290, 1673]
tender-memo: Memo No- NEC-40(14)/Medicine & MSR Purchase/2019-20/9828 [61, 1128, 499, 1143]
sign-title: National Eye Care [650, 2278, 748, 2290]
exam-date: ২২ আগস্ট [656, 848, 788, 865]
row-value: Office of the Line Director, National Eye care, National Institute of Ophthalmology & Hospital, Dhaka. [290, 1555, 782, 1579]
roll-sl: ৬. [815, 487, 850, 1195]
row-label: c) Opening Tender Documents [89, 1555, 290, 1579]
notice-body: গত ২৬-০৪-২০১৯ তারিখে অনুষ্ঠিত বাংলাদেশ নিরাপদ খাদ্য কর্তৃপক্ষের ১৩-১৬ গ্রেডের লিখিত পরীক্ষায় হিসাব রক্ষক, সহকারী গ্রন্থাগারিক, হিসাব সহকারী, ক্যাটালগার, টেলিফোন অপারেটর/অভ্যর্থনাকারী এবং নমুনা সংগ্রহ সহকারী পদে উত্তীর্ণ এবং মৌখিক পরীক্ষায় অংশগ্রহণের জন্য যোগ্য প্রার্থীদের তালিকা (টেবিল-০১) এবং ব্যক্তিগত সহকারী, ডাটা এন্ট্রি অপারেটর এবং অফিস সহকারী কাম-কম্পিউটার মুদ্রাক্ষরিক পদে উত্তীর্ণ এবং ব্যবহারিক পরীক্ষায় অংশগ্রহণের জন্য যোগ্য প্রার্থীদের তালিকা (টেবিল-০২) নিম্নে দেয়া হলো। মৌখিক/ব্যবহারিক পরীক্ষার তারিখ, সময় ও স্থান টেলিটক বাংলাদেশ লি. এর মাধ্যমে সংশ্লিষ্ট প্রার্থীগণকে জানিয়ে দেয়া হবে এবং বাংলাদেশ নিরাপদ খাদ্য কর্তৃপক্ষের ওয়েব সাইটে প্রকাশ করা হবে। [814, 271, 1526, 321]
notice-building: প্রবাসী কল্যাণ ভবন (১৩ তলা) [1101, 180, 1239, 193]
roll-list: ১৪০০০৪৮১, ১৪০০০২২৩, ১৪০০০২৭৩, ১৪০০০৫৫৫, ১৪০০০২৯৮ [971, 425, 1470, 442]
col-list: লিখিত পরীক্ষায় উত্তীর্ণ এবং ব্যবহারিক পরীক্ষায় অংশগ্রহণের জন্য যোগ্য প্রার্থীদের তালিকা (মেধা অনুসারে নয়) [971, 1242, 1526, 1259]
tender-row [62, 1263, 782, 1275]
tender-row [62, 1327, 782, 1340]
table2-total: ৩৬২ [1469, 1934, 1525, 1950]
row-value: Ministry of Health and Family Welfare [290, 1263, 782, 1275]
ad-photo [626, 499, 794, 634]
row-value: Prof. Dr. Golam Mostafa [290, 1844, 782, 1857]
tender-row [62, 1555, 782, 1579]
exam-date: ২৮ আগস্ট [656, 901, 788, 918]
table2 [814, 1241, 1526, 1951]
tender-date: Date : 30/07/2019 [661, 1128, 782, 1143]
row-value: GOB fund for Medicine Economic Code- 3252109 & MSR Economic Code-3252105 [290, 1392, 782, 1405]
col-post: পদের নাম [850, 1242, 971, 1277]
row-label: Tender document selling last Date [89, 1457, 290, 1470]
row-label: Tender document selling start date [89, 1444, 290, 1457]
roll-row [815, 393, 1526, 409]
roll-list: ১৭০০০০৪৮, ১৭০০০০৬৬, ১৭০০০০৭৯, ১৭০০০০৯৪, ১৭০০০১০৩, ১৭০০০১১৮, ১৭০০০১২৯, ১৭০০০১৩৫, ১৭০০০১৫১, ১৭০০০১৬৪, ১৭০০০১৭৭, ১৭০০০১৮৯, ১৭০০০২০৩, ১৭০০০২১৭, ১৭০০০২২৮, ১৭০০০২৪২, ১৭০০০২৫৬, ১৭০০০২৬৯, ১৭০০০২৮৩, ১৭০০০২৯৭, ১৭০০০৩১১, ১৭০০০৩২৫, ১৭০০০৩৩৯, ১৭০০০৩৫৩, ১৭০০০৩৬৭, ১৭০০০৩৮১, ১৭০০০৩৯৫, ১৭০০০৪০৯, ১৭০০০৪২৩, ১৭০০০৪৩৭, ১৭০০০৪৫১, ১৭০০০৪৬৫, ১৭০০০৪৭৯, ১৭০০০৪৯৩, ১৭০০০৫০৭, ১৭০০০৫২১, ১৭০০০৫৩৫, ১৭০০০৫৪৯, ১৭০০০৫৬৩, ১৭০০০৫৭৭, ১৭০০০৫৯১, ১৭০০০৬০৫, ১৭০০০৬১৯, ১৭০০০৬৩৩, ১৭০০০৬৪৭, ১৭০০০৬৬১, ১৭০০০৬৭৫, ১৭০০০৬৮৯, ১৭০০০৭০৩, ১৭০০০৭১৭, ১৭০০০৭৩১, ১৭০০০৭৪৫, ১৭০০০৭৫৯, ১৭০০০৭৭৩, ১৭০০০৭৮৭, ১৭০০০৮০১, ১৭০০০৮১৫, ১৭০০০৮২৯, ১৭০০০৮৪৩, ১৭০০০৮৫৭, ১৭০০০৮৭১, ১৭০০০৮৮৫, ১৭০০০৮৯৯, ১৭০০০৯১৩, ১৭০০০৯২৭, ১৭০০০৯৪১, ১৭০০০৯৫৫, ১৭০০০৯৬৯, ১৭০০০৯৮৩, ১৭০০০৯৯৭, ১৭০০১০১১, ১৭০০১০২৫, ১৭০০১০৩৯, ১৭০০১০৫৩, ১৭০০১০৬৭, ১৭০০১০৮১, ১৭০০১০৯৫, ১৭০০১১০৯, ১৭০০১১২৩, ১৭০০১১৩৭, ১৭০০১১৫১, ১৭০০১১৬৫, ১৭০০১১৭৯, ১৭০০১১৯৩, ১৭০০১২০৭, ১৭০০১২২১, ১৭০০১২৩৫, ১৭০০১২৪৯, ১৭০০১২৬৩, ১৭০০১২৭৭, ১৭০০১২৯১, ১৭০০১৩০৫, ১৭০০১৩১৯, ১৭০০১৩৩৩, ১৭০০১৩৪৭, ১৭০০১৩৬১, ১৭০০১৩৭৫, ১৭০০১৩৮৯, ১৭০০১৪০৩, ১৭০০১৪১৭, ১৭০০১৪৩১, ১৭০০১৪৪৫, ১৭০০১৪৫৯, ১৭০০১৪৭৩, ১৭০০১৪৮৭, ১৭০০১৫০১, ১৭০০১৫১৫, ১৭০০১৫২৯, ১৭০০১৫৪৩, ১৭০০১৫৫৭, ১৭০০১৫৭১, ১৭০০১৫৮৫, ১৭০০১৫৯৯, ১৭০০১৬১৩, ১৭০০১৬২৭, ১৭০০১৬৪১, ১৭০০১৬৫৫, ১৭০০১৬৬৯, ১৭০০১৬৮৩, ১৭০০১৬৯৭, ১৭০০১৭১১, ১৭০০১৭২৫, ১৭০০১৭৩৯, ১৭০০১৭৫৩, ১৭০০১৭৬৭, ১৭০০১৭৮১, ১৭০০১৭৯৫, ১৭০০১৮০৯, ১৭০০১৮২৩, ১৭০০১৮৩৭, ১৭০০১৮৫১, ১৭০০১৮৬৫, ১৭০০১৮৭৯, ১৭০০১৮৯৩, ১৭০০১৯০৭, ১৭০০১৯২১, ১৭০০১৯৩৫, ১৭০০১৯৪৯, ১৭০০১৯৬৩, ১৭০০১৯৭৭, ১৭০০১৯৯১, ১৭০০২০০৫, ১৭০০২০১৯, ১৭০০২০৩৩, ১৭০০২০৪৭, ১৭০০২০৬১, ১৭০০২০৭৫, ১৭০০২০৮৯, ১৭০০২১০৩, ১৭০০২১১৭, ১৭০০২১৩১, ১৭০০২১৪৫, ১৭০০২১৫৯, ১৭০০২১৭৩, ১৭০০২১৮৭, ১৭০০২২০১, ১৭০০২২১৫, ১৭০০২২২৯, ১৭০০২২৪৩, ১৭০০২২৫৭, ১৭০০২২৭১, ১৭০০২২৮৫, ১৭০০২২৯৯, ১৭০০২৩১৩, ১৭০০২৩২৭, ১৭০০২৩৪১, ১৭০০২৩৫৫, ১৭০০২৩৬৯, ১৭০০২৩৮৩, ১৭০০২৩৯৭, ১৭০০২৪১১, ১৭০০২৪২৫, ১৭০০২৪৩৯, ১৭০০২৪৫৩, ১৭০০২৪৬৭, ১৭০০২৪৮১, ১৭০০২৪৯৫, ১৭০০২৫০৯, ১৭০০২৫২৩, ১৭০০২৫৩৭, ১৭০০২৫৫১, ১৭০০২৫৬৫, ১৭০০২৫৭৯, ১৭০০২৫৯৩, ১৭০০২৬০৭, ১৭০০২৬২১, ১৭০০২৬৩৫, ১৭০০২৬৪৯, ১৭০০২৬৬৩, ১৭০০২৬৭৭, ১৭০০২৬৯১, ১৭০০২৭০৫, ১৭০০২৭১৯, ১৭০০২৭৩৩, ১৭০০২৭৪৭, ১৭০০২৭৬১, ১৭০০২৭৭৫, ১৭০০২৭৮৯, ১৭০০২৮০৩, ১৭০০২৮১৭, ১৭০০২৮৩১, ১৭০০২৮৪৫, ১৭০০২৮৫৯, ১৭০০২৮৭৩, ১৭০০২৮৮৭, ১৭০০২৯০১, ১৭০০২৯১৫, ১৭০০২৯২৯, ১৭০০২৯৪৩, ১৭০০২৯৫৭, ১৭০০২৯৭১, ১৭০০২৯৮৫, ১৭০০২৯৯৯, ১৭০০৩০১৩, ১৭০০৩০২৭, ১৭০০৩০৪১, ১৭০০৩০৫৫, ১৭০০৩০৬৯, ১৭০০৩০৮৩, ১৭০০৩০৯৭, ১৭০০৩১১১, ১৭০০৩১২৫, ১৭০০৩১৩৯, ১৭০০৩১৫৩, ১৭০১৩১৬৭, ১৭০১৩১৮১, ১৭০১৩১৯৫, ১৭০১৩২০৯, ১৭০১৩২২৩, ১৭০১৩২৩৭, ১৭০১৩২৫১, ১৭০১৩২৬৫, ১৭০১৩২৭৯, ১৭০১৩২৯৩, ১৭০১৩৩০৭, ১৭০১৩৩২১, ১৭০১৩৩৩৫, ১৭০১৩৩৪৯, ১৭০১৩৩৬৩, ১৭০১৩৩৭৭, ১৭০১৩৩৯১, ১৭০১৩৪০৫, ১৭০১৩৪১৯, ১৭০১৩৪৩৩, ১৭০১৩৪৪৭, ১৭০১৩৪৬১, ১৭০১৩৪৭৫, ১৭০১৩৪৮৯, ১৭০১৩৫০৩, ১৭০১৩৫১৭, ১৭০১৩৫৩১, ১৭০১৩৫৪৫, ১৭০১৩৫৫৯, ১৭০১৩৫৭৩, ১৭০১৩৫৮৭, ১৭০১৩৬০১, ১৭০১৩৬১৫, ১৭০১৩৬২৯, ১৭০১৩৬৪৩, ১৭০১৩৬৫৭, ১৭০১৩৬৭১, ১৭০১৩৬৮৫, ১৭০১৩৬৯৯, ১৭০১৩৭১৩, ১৭০১৩৭২৭, ১৭০১৩৭৪১, ১৭০১৩৭৫৫, ১৭০১৩৭৬৯, ১৭০১৩৭৮৩, ১৭০১৩৭৯৭, ১৭০১৩৮১১, ১৭০১৩৮২৫, ১৭০১৩৮৩৯, ১৭০১৩৮৫৩, ১৭০১৩৮৬৭, ১৭০১৩৮৮১, ১৭০১৩৮৯৫, ১৭০১৩৯০৯, ১৭০১৩৯২৩, ১৭০১৩৯৩৭, ১৭০১৩৯৫১, ১৭০১৩৯৬৫, ১৭০১৩৯৭৯, ১৭০১৩৯৯৩, ১৭০১৪০০৭ [971, 1489, 1470, 1935]
row-value: Office of the Line Director, National Eye care, Address: National Institute of Ophthalmology & Hospital Bhaban, Dhaka. [290, 1509, 782, 1532]
security-sub [90, 1752, 781, 1764]
sec-goods: As per Tender Document [184, 1764, 257, 1830]
row-label: Project/Program Name [89, 1431, 290, 1444]
section-row [62, 1249, 782, 1263]
row-no [62, 1532, 89, 1555]
row-no: 7 [62, 1340, 89, 1353]
sec-amount: Group-1: 3,00,000/- (Tk Three Lakh Only) Group-2: 4,80,000/- (Tk Four Lakh Eighty Thousand) Pay order in favor of 'Line Director', National Eye Care. (Refundable) [257, 1764, 671, 1830]
row-no: 3 [62, 1288, 89, 1301]
row-value: a) The Tenderer should submit attached photocopy of valid Trade License (2018-19), Vat Registration Certificate, Updated Income Taxes Clearance Certificate Recent Bank Solvency Certificate, Experience Certificate, National ID Photo copy (Attested) b) The tenderer should submit Manufacturer / Distributor authorized letter/certificate. c) DGDA Approval copy submit if applicable d) Other details condition mentioned in the schedule. [290, 1592, 782, 1647]
roll-row [815, 1277, 1526, 1431]
row-label: Tender Closing Date and Time [89, 1470, 290, 1483]
roll-row [815, 458, 1526, 487]
story-body: (শেষের পৃষ্ঠার পর) দলটির নেতা-কর্মীরা বায়তুল মোকাররম মসজিদের সামনে থেকে বিক্ষোভ মিছিল নিয়ে যাওয়ার চেষ্টা করলে পুলিশের বাধার মুখে পড়েন দলটির নেতা-কর্মীরা। এতে তাদের কর্মসূচি পণ্ড হয়ে যায়। আগামী শুক্রবার সারাদেশে দেওয়ার কর্মসূচিতে অংশ নিতে এর আগে সকাল থেকে জাতীয় বায়তুল মোকাররম মসজিদের সামনে জড়ো হতে থাকে চরমোনাইর নেতা-কর্মীরা। দুপুর পৌনে ১১টার দিকে বায়তুল মোকাররম মসজিদের দক্ষিণ চত্বর থেকে মিছিল বের করে তারা। মিছিল বের হওয়ার পর পুলিশের বাধা আসে। ইসলামী আন্দোলনের আমির ও চরমোনাইর পীর মুফতি সৈয়দ মুহাম্মদ রেজাউল করীম মিছিলের নেতৃত্ব দেন। মিছিলটি পল্টন মোড় এলাকায় আসার পরই পুলিশের বাধার মুখে পড়ে। পরে সেখানে সমাবেশ করেন দলের নেতা-কর্মীরা। সমাবেশে দলটির আমির বলেন, ভারতে মুসলিমদের উপর নির্যাতন চলছে। আমরা এর প্রতিবাদ জানাচ্ছি। যারা এই কর্মসূচিতে বাধা দিচ্ছে তারা মুসলমানদের সরকার হতে পারে না। সরকারকে সবাইকে বলব মুসলমানদের পাশে দাঁড়ান। সেখানে আমাদের কর্মসূচি ভণ্ডুল করে দেওয়া হয়েছে। মুসলিমদের উপর নির্যাতন হচ্ছে তাদের পাশে দাঁড়ানোর আহ্বান জানাচ্ছি। রেজাউল করীম বলেন, পুলিশ আমাদের রোডে নিচ্ছে না। আমরা এখানে অনুরোধ করেছিলাম, তারা এখানেই মিছিল শেষ করার অনুমতি দিয়েছে। সেখানে ভারত সরকারকে অনুরোধ জানাচ্ছি ভারতে যেন মুসলিম হত্যা ও নির্যাতন বন্ধ হয়। পরে একটি প্রতিনিধিদল ভারতীয় দূতাবাসে স্মারকলিপি দিতে যায়। [45, 135, 411, 380]
section-title: FUNDING INFORMATION [62, 1378, 782, 1392]
header-weekday: বুধবার [191, 43, 228, 60]
row-no: 24 [62, 1857, 89, 1880]
notice-signature [1389, 2277, 1508, 2303]
tender-row [62, 1673, 782, 1717]
exam-date: ২৬ আগস্ট [656, 883, 788, 901]
roll-count: ৯২ [1469, 1277, 1525, 1431]
row-value: Office of the Line Director, National Eye care, National Institute of Ophthalmology & Hospital, Dhaka. [290, 1532, 782, 1555]
newspaper-logo[interactable]: বাংলাদেশ প্রতিদিন [1270, 45, 1532, 86]
pran-job-ad [45, 436, 798, 1008]
exam-row [55, 848, 788, 865]
row-no: 19 [62, 1647, 89, 1660]
notice-heading [807, 127, 1533, 236]
tender-row [62, 1496, 782, 1509]
